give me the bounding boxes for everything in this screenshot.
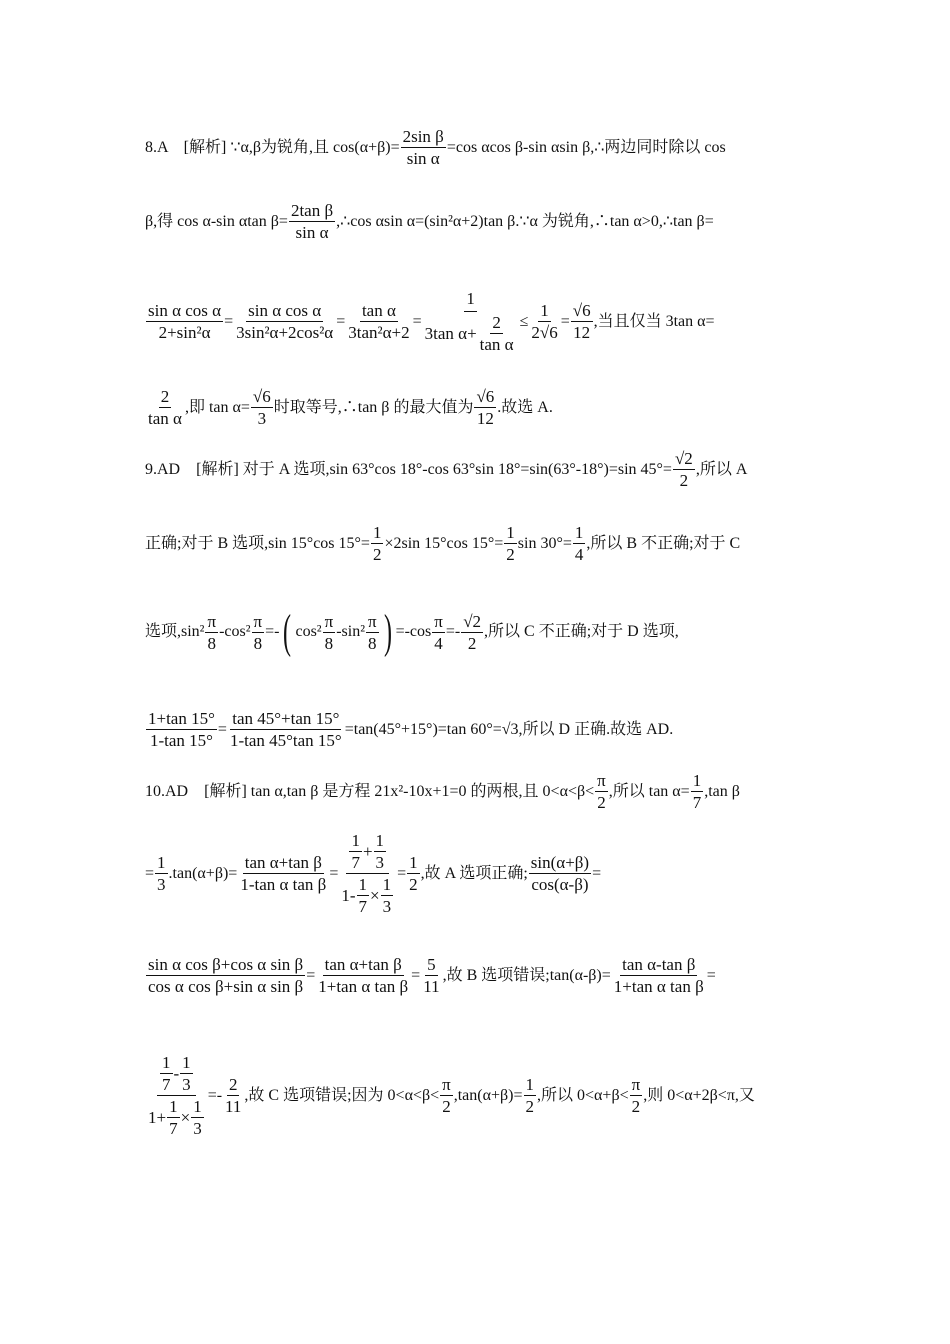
denominator: tan α: [148, 409, 182, 428]
denominator: 3sin²α+2cos²α: [236, 323, 334, 342]
fraction: [573, 524, 586, 563]
fraction: [238, 854, 328, 893]
denominator: 2: [631, 1097, 641, 1116]
times: ×: [370, 886, 380, 905]
denominator: 1-tan α tan β: [240, 875, 327, 894]
fraction: [432, 613, 445, 652]
text: ,所以 tan α=: [608, 782, 690, 800]
complex-fraction: [339, 832, 396, 915]
denominator: 3: [382, 897, 392, 916]
fraction: [421, 956, 441, 995]
numerator: 1: [372, 523, 382, 542]
left-paren: (: [283, 605, 292, 658]
solution-9-line-1: [145, 450, 810, 489]
fraction: [346, 302, 411, 341]
fraction: [401, 128, 446, 167]
fraction: [381, 876, 394, 915]
denominator: 3: [375, 853, 385, 872]
numerator: 1: [157, 853, 166, 872]
text: ,则 0<α+2β<π,又: [643, 1086, 755, 1104]
fraction: [234, 302, 335, 341]
denominator: 2+sin²α: [158, 323, 211, 342]
denominator: 11: [225, 1097, 242, 1116]
numerator: π: [597, 771, 606, 790]
fraction: [146, 388, 184, 427]
denominator: 8: [324, 633, 334, 653]
fraction: [504, 524, 517, 563]
numerator: tan α-tan β: [622, 955, 696, 974]
denominator: 2: [597, 793, 606, 812]
fraction: [440, 1076, 453, 1115]
denominator: 2: [409, 875, 418, 894]
times: ×: [180, 1108, 191, 1127]
denominator: [146, 1096, 207, 1137]
denominator: 8: [207, 633, 217, 653]
text: ,当且仅当 3tan α=: [593, 312, 715, 330]
text: ×2sin 15°cos 15°=: [384, 534, 504, 552]
right-paren: ): [383, 605, 392, 658]
denominator: 4: [574, 545, 584, 564]
text: -sin²: [336, 623, 365, 640]
less-equal: ≤: [519, 312, 529, 330]
equals: =: [560, 312, 570, 330]
numerator: [157, 1054, 196, 1096]
fraction: [691, 772, 704, 811]
numerator: π: [631, 1075, 641, 1094]
denominator: sin α: [406, 149, 440, 168]
fraction: [474, 388, 496, 427]
fraction: [595, 772, 608, 811]
denominator: 12: [573, 323, 591, 342]
equals: =: [397, 864, 407, 882]
solution-10-line-2: [145, 832, 810, 915]
denominator: tan α: [479, 335, 514, 354]
numerator: tan α+tan β: [324, 955, 402, 974]
denominator: 1-tan 15°: [149, 731, 213, 750]
fraction: [524, 1076, 537, 1115]
text: =tan(45°+15°)=tan 60°=√3,所以 D 正确.故选 AD.: [344, 720, 674, 738]
denominator: 2√6: [531, 323, 558, 342]
numerator: π: [442, 1075, 451, 1094]
text: -cos²: [219, 623, 251, 640]
equals: =: [411, 966, 421, 984]
fraction: [612, 956, 706, 995]
text: ,tan(α+β)=: [453, 1086, 523, 1104]
numerator: sin α cos α: [248, 301, 322, 320]
fraction: [571, 302, 593, 341]
text: ,所以 0<α+β<: [537, 1086, 629, 1104]
numerator: 1: [409, 853, 418, 872]
numerator: 1+tan 15°: [148, 709, 215, 728]
denominator: 2: [442, 1097, 451, 1116]
numerator: 2sin β: [402, 127, 444, 146]
fraction: [673, 450, 695, 489]
denominator: 7: [358, 897, 368, 916]
text: =-: [207, 1086, 223, 1104]
numerator: √6: [252, 387, 271, 406]
fraction: [146, 956, 305, 995]
denominator: 12: [476, 409, 494, 428]
solution-8-line-1: [145, 128, 810, 167]
complex-fraction: [146, 1054, 207, 1137]
denominator: 7: [169, 1119, 178, 1138]
numerator: 2: [492, 313, 501, 332]
numerator: [346, 832, 389, 874]
solution-10-line-1: [145, 772, 810, 811]
denominator-text: 3tan α+: [424, 324, 477, 343]
numerator: 1: [574, 523, 584, 542]
text: ,即 tan α=: [184, 398, 250, 416]
text: =: [706, 966, 716, 984]
fraction: [371, 524, 384, 563]
fraction: [205, 613, 218, 652]
numerator: 1: [375, 831, 385, 850]
denominator: 1+tan α tan β: [613, 977, 704, 996]
fraction: [357, 876, 370, 915]
fraction: [461, 613, 483, 652]
fraction: [630, 1076, 643, 1115]
fraction: [366, 613, 379, 652]
denominator: 2: [525, 1097, 535, 1116]
text: ,tan β: [704, 782, 740, 800]
denominator: cos(α-β): [531, 875, 589, 894]
numerator: π: [253, 611, 263, 631]
text: ,所以 A: [695, 460, 748, 478]
numerator: √6: [572, 301, 591, 320]
numerator: 2tan β: [290, 201, 334, 220]
text: 9.AD [解析] 对于 A 选项,sin 63°cos 18°-cos 63°sin 18°=sin(63°-18°)=sin 45°=: [145, 460, 672, 478]
solution-10-line-4: [145, 1054, 810, 1137]
numerator: 1: [692, 771, 702, 790]
numerator: 1: [540, 301, 549, 320]
fraction: [251, 388, 273, 427]
numerator: 2: [228, 1075, 238, 1094]
text: 10.AD [解析] tan α,tan β 是方程 21x²-10x+1=0 的两根,且 0<α<β<: [145, 782, 595, 800]
text: =-cos: [395, 623, 432, 640]
fraction: [155, 854, 168, 893]
text: .故选 A.: [497, 398, 553, 416]
text: ,所以 B 不正确;对于 C: [586, 534, 741, 552]
solution-8-line-2: [145, 202, 810, 241]
text: ,∴cos αsin α=(sin²α+2)tan β.∵α 为锐角,∴tan α>0,∴tan β=: [336, 212, 714, 230]
numerator: 1: [182, 1053, 191, 1072]
fraction: [407, 854, 420, 893]
numerator: tan α+tan β: [244, 853, 322, 872]
denominator: 7: [351, 853, 360, 872]
fraction: [160, 1054, 173, 1093]
denominator: 3tan²α+2: [348, 323, 410, 342]
numerator: 1: [525, 1075, 535, 1094]
denominator: 11: [423, 977, 440, 996]
fraction: [423, 290, 519, 353]
text: 选项,sin²: [145, 623, 205, 640]
equals: =: [217, 720, 227, 738]
numerator: π: [324, 611, 334, 631]
solution-8-line-3: $\frac{\text{sin α cos α}}{\text{2+sin²α}}$ = $\frac{\text{sin α cos α}}{\text{3sin²α+2cos²α}}$ = $\frac{\text{tan α}}{\text{3tan²α+2}}$ = 1 3tan α+ $\frac{2}{\text{tan α}}$ ≤ $\frac{1}{2√6}$ = $\frac{√6}{12}$ ,当且仅当 3tan α=: [148, 289, 715, 354]
denominator: 3: [257, 409, 267, 428]
fraction: [191, 1098, 204, 1137]
text: ,故 B 选项错误;tan(α-β)=: [442, 966, 611, 984]
fraction: [252, 613, 265, 652]
denominator: 3: [193, 1119, 202, 1138]
solution-9-line-3: [145, 605, 810, 658]
text: 正确;对于 B 选项,sin 15°cos 15°=: [145, 534, 370, 552]
text: sin 30°=: [517, 534, 572, 552]
fraction: [228, 710, 344, 749]
text: 1-: [341, 886, 356, 905]
fraction: [349, 832, 362, 871]
numerator: π: [434, 611, 443, 631]
numerator: 1: [162, 1053, 171, 1072]
numerator: 2: [160, 387, 170, 406]
denominator: 2: [679, 471, 689, 490]
denominator: 3: [157, 875, 166, 894]
numerator: sin α cos β+cos α sin β: [148, 955, 304, 974]
numerator: √2: [674, 449, 693, 468]
fraction: [167, 1098, 180, 1137]
text: =-: [445, 623, 461, 640]
denominator: 7: [162, 1075, 171, 1094]
denominator: [423, 312, 519, 353]
text: ,故 A 选项正确;: [420, 864, 528, 882]
text: .tan(α+β)=: [168, 864, 238, 882]
denominator: 2: [506, 545, 515, 564]
numerator: π: [207, 611, 217, 631]
text: =: [145, 864, 155, 882]
fraction: [289, 202, 335, 241]
text: =: [592, 864, 602, 882]
fraction: [323, 613, 336, 652]
denominator: cos α cos β+sin α sin β: [148, 977, 304, 996]
denominator: 7: [692, 793, 702, 812]
fraction: [529, 854, 591, 893]
solution-9-line-2: [145, 524, 810, 563]
denominator: 8: [253, 633, 263, 653]
numerator: tan 45°+tan 15°: [232, 709, 340, 728]
denominator: [339, 874, 396, 915]
equals: =: [329, 864, 339, 882]
text: ,故 C 选项错误;因为 0<α<β<: [244, 1086, 440, 1104]
solution-9-line-4: [145, 710, 810, 749]
text: ,所以 C 不正确;对于 D 选项,: [484, 623, 679, 640]
denominator: sin α: [295, 223, 329, 242]
solution-8-line-4: [145, 388, 810, 427]
numerator: tan α: [361, 301, 396, 320]
denominator: 2: [372, 545, 382, 564]
numerator: 1: [506, 523, 515, 542]
numerator: 1: [358, 875, 368, 894]
text: 时取等号,∴tan β 的最大值为: [273, 398, 474, 416]
text: β,得 cos α-sin αtan β=: [145, 212, 288, 230]
denominator: 8: [368, 633, 377, 653]
denominator: 4: [434, 633, 443, 653]
numerator: 5: [427, 955, 436, 974]
numerator: π: [367, 611, 377, 631]
fraction: [180, 1054, 193, 1093]
text: =-: [265, 623, 280, 640]
minus: -: [173, 1064, 180, 1083]
numerator: 1: [382, 875, 392, 894]
text: cos²: [295, 623, 322, 640]
numerator: 1: [193, 1097, 202, 1116]
denominator: 1-tan 45°tan 15°: [229, 731, 342, 750]
denominator: 1+tan α tan β: [318, 977, 409, 996]
numerator: 1: [169, 1097, 178, 1116]
fraction: [146, 710, 217, 749]
numerator: sin(α+β): [530, 853, 590, 872]
fraction: [146, 302, 223, 341]
numerator: sin α cos α: [148, 301, 222, 320]
numerator: √2: [463, 611, 482, 631]
numerator: √6: [476, 387, 495, 406]
text: =cos αcos β-sin αsin β,∴两边同时除以 cos: [446, 138, 726, 156]
solution-10-line-3: [145, 956, 810, 995]
fraction: [529, 302, 559, 341]
equals: =: [306, 966, 316, 984]
numerator: 1: [351, 831, 360, 850]
denominator: 3: [182, 1075, 191, 1094]
text: 8.A [解析] ∵α,β为锐角,且 cos(α+β)=: [145, 138, 400, 156]
fraction: [478, 314, 516, 353]
fraction: [316, 956, 410, 995]
fraction: [374, 832, 387, 871]
fraction: [223, 1076, 243, 1115]
plus: +: [362, 842, 373, 861]
text: 1+: [148, 1108, 167, 1127]
numerator: 1: [464, 290, 477, 312]
denominator: 2: [467, 633, 477, 653]
